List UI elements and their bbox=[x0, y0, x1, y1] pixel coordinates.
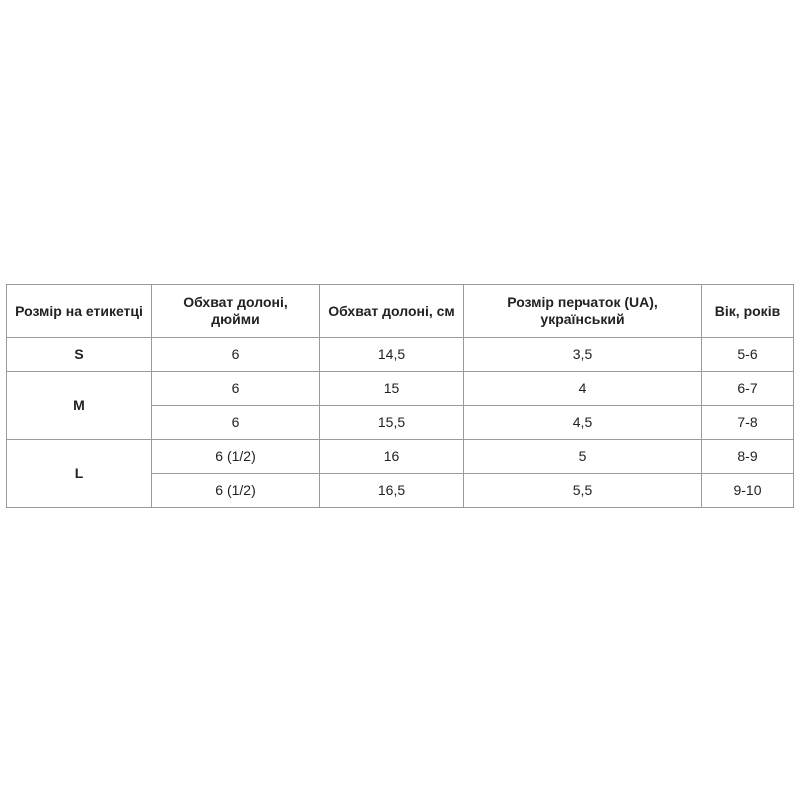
ua-size-cell: 5 bbox=[464, 440, 702, 474]
table-row bbox=[7, 338, 794, 372]
header-palm-inches: Обхват долоні, дюйми bbox=[152, 285, 320, 338]
palm-inches-cell: 6 bbox=[152, 338, 320, 372]
palm-cm-cell: 15,5 bbox=[320, 406, 464, 440]
size-label-cell: M bbox=[7, 372, 152, 440]
palm-inches-cell: 6 bbox=[152, 372, 320, 406]
palm-inches-cell: 6 (1/2) bbox=[152, 440, 320, 474]
header-label-size: Розмір на етикетці bbox=[7, 285, 152, 338]
size-label-cell: L bbox=[7, 440, 152, 508]
age-cell: 8-9 bbox=[702, 440, 794, 474]
size-chart-table bbox=[6, 284, 794, 508]
palm-cm-cell: 14,5 bbox=[320, 338, 464, 372]
age-cell: 5-6 bbox=[702, 338, 794, 372]
palm-cm-cell: 16,5 bbox=[320, 474, 464, 508]
palm-cm-cell: 15 bbox=[320, 372, 464, 406]
ua-size-cell: 4,5 bbox=[464, 406, 702, 440]
palm-inches-cell: 6 bbox=[152, 406, 320, 440]
ua-size-cell: 3,5 bbox=[464, 338, 702, 372]
table-row bbox=[7, 372, 794, 406]
ua-size-cell: 4 bbox=[464, 372, 702, 406]
ua-size-cell: 5,5 bbox=[464, 474, 702, 508]
palm-cm-cell: 16 bbox=[320, 440, 464, 474]
age-cell: 9-10 bbox=[702, 474, 794, 508]
header-ua-size: Розмір перчаток (UA), український bbox=[464, 285, 702, 338]
size-label-cell: S bbox=[7, 338, 152, 372]
header-age: Вік, років bbox=[702, 285, 794, 338]
header-palm-cm: Обхват долоні, см bbox=[320, 285, 464, 338]
header-row bbox=[7, 285, 794, 338]
age-cell: 6-7 bbox=[702, 372, 794, 406]
palm-inches-cell: 6 (1/2) bbox=[152, 474, 320, 508]
age-cell: 7-8 bbox=[702, 406, 794, 440]
table-row bbox=[7, 440, 794, 474]
